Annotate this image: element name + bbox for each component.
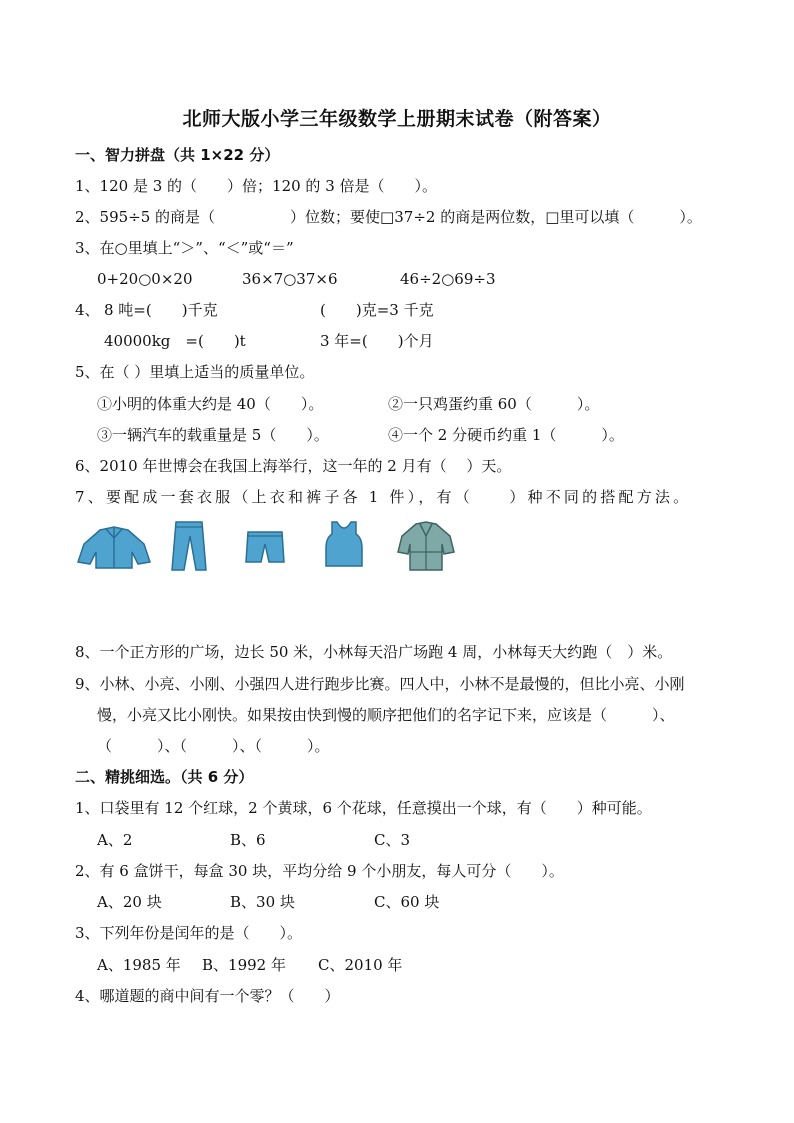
- unit-conv-1: 8 吨=( )千克: [104, 301, 218, 319]
- compare-item-3: 46÷2○69÷3: [400, 270, 496, 288]
- choice-2-option-b: B、30 块: [230, 893, 295, 911]
- question-1: 1、120 是 3 的（ ）倍；120 的 3 倍是（ ）。: [75, 177, 438, 195]
- question-6: 6、2010 年世博会在我国上海举行，这一年的 2 月有（ ）天。: [75, 457, 512, 475]
- mass-unit-item-4: ④一个 2 分硬币约重 1（ ）。: [388, 426, 624, 444]
- mass-unit-item-3: ③一辆汽车的载重量是 5（ ）。: [97, 426, 329, 444]
- choice-3-option-c: C、2010 年: [318, 956, 403, 974]
- choice-question-2: 2、有 6 盒饼干，每盒 30 块，平均分给 9 个小朋友，每人可分（ ）。: [75, 862, 564, 880]
- question-4-label: 4、: [75, 301, 100, 319]
- choice-2-option-c: C、60 块: [374, 893, 440, 911]
- choice-3-option-b: B、1992 年: [202, 956, 286, 974]
- section-heading-2: 二、精挑细选。（共 6 分）: [75, 768, 254, 786]
- shorts-icon: [244, 530, 286, 566]
- section-heading-1: 一、智力拼盘（共 1×22 分）: [75, 146, 280, 164]
- question-5: 5、在（ ）里填上适当的质量单位。: [75, 363, 315, 381]
- mass-unit-item-1: ①小明的体重大约是 40（ ）。: [97, 395, 324, 413]
- question-7: 7、要配成一套衣服（上衣和裤子各 1 件），有（ ）种不同的搭配方法。: [75, 488, 692, 506]
- choice-3-option-a: A、1985 年: [97, 956, 181, 974]
- coat-icon: [396, 520, 456, 572]
- jacket-icon: [76, 524, 152, 570]
- question-3: 3、在○里填上“＞”、“＜”或“＝”: [75, 239, 294, 257]
- choice-question-1: 1、口袋里有 12 个红球，2 个黄球，6 个花球，任意摸出一个球，有（ ）种可能。: [75, 799, 652, 817]
- pants-icon: [168, 520, 210, 572]
- choice-1-option-b: B、6: [230, 831, 266, 849]
- mass-unit-item-2: ②一只鸡蛋约重 60（ ）。: [388, 395, 600, 413]
- choice-1-option-c: C、3: [374, 831, 411, 849]
- compare-item-2: 36×7○37×6: [242, 270, 338, 288]
- question-9-line-1: 9、小林、小亮、小刚、小强四人进行跑步比赛。四人中，小林不是最慢的，但比小亮、小刚: [75, 675, 685, 693]
- unit-conv-3: 40000kg =( )t: [104, 332, 246, 350]
- question-9-line-3: （ ）、（ ）、（ ）。: [97, 737, 330, 755]
- question-8: 8、一个正方形的广场，边长 50 米，小林每天沿广场跑 4 周，小林每天大约跑（ ）米。: [75, 643, 673, 661]
- vest-icon: [324, 520, 364, 568]
- unit-conv-2: ( )克=3 千克: [320, 301, 434, 319]
- choice-1-option-a: A、2: [97, 831, 133, 849]
- compare-item-1: 0+20○0×20: [97, 270, 193, 288]
- choice-2-option-a: A、20 块: [97, 893, 162, 911]
- unit-conv-4: 3 年=( )个月: [320, 332, 434, 350]
- clothing-illustration: [76, 520, 476, 572]
- question-2: 2、595÷5 的商是（ ）位数；要使□37÷2 的商是两位数，□里可以填（ ）。: [75, 208, 702, 226]
- choice-question-4: 4、哪道题的商中间有一个零？（ ）: [75, 987, 340, 1005]
- page-title: 北师大版小学三年级数学上册期末试卷（附答案）: [182, 108, 612, 130]
- choice-question-3: 3、下列年份是闰年的是（ ）。: [75, 924, 303, 942]
- question-9-line-2: 慢，小亮又比小刚快。如果按由快到慢的顺序把他们的名字记下来，应该是（ ）、: [97, 706, 675, 724]
